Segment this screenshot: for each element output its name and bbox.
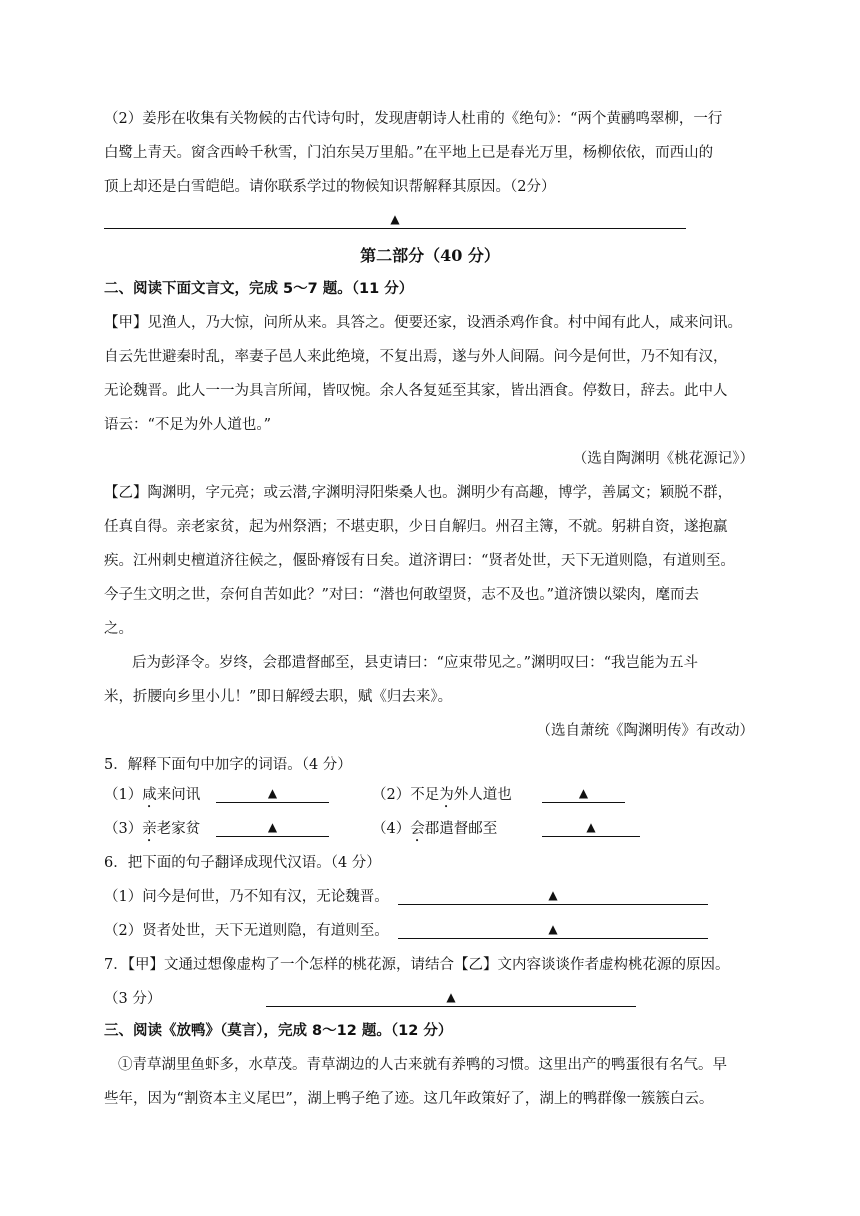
section3-p1-line-2: 些年，因为“割资本主义尾巴”，湖上鸭子绝了迹。这几年政策好了，湖上的鸭群像一簇簇白云。 bbox=[104, 1091, 714, 1107]
yi-para2-line-2: 米，折腰向乡里小儿！”即日解绶去职，赋《归去来》。 bbox=[104, 689, 453, 705]
q5-blank-3[interactable] bbox=[216, 818, 329, 837]
answer-mark-icon: ▲ bbox=[586, 820, 596, 834]
answer-mark-icon: ▲ bbox=[267, 786, 278, 800]
q2-line-3: 顶上却还是白雪皑皑。请你联系学过的物候知识帮解释其原因。（2分） bbox=[104, 179, 556, 195]
jia-line-2: 自云先世避秦时乱，率妻子邑人来此绝境，不复出焉，遂与外人间隔。问今是何世，乃不知有汉， bbox=[104, 349, 728, 365]
answer-mark-icon: ▲ bbox=[446, 990, 456, 1004]
yi-source: （选自萧统《陶渊明传》有改动） bbox=[536, 723, 754, 739]
section3-p1-line-1: ①青草湖里鱼虾多，水草茂。青草湖边的人古来就有养鸭的习惯。这里出产的鸭蛋很有名气。早 bbox=[118, 1057, 727, 1073]
section3-heading: 三、阅读《放鸭》（莫言），完成 8～12 题。（12 分） bbox=[104, 1023, 453, 1039]
jia-source: （选自陶渊明《桃花源记》） bbox=[572, 451, 754, 467]
q6-sentence-2: （2）贤者处世，天下无道则隐，有道则至。 bbox=[104, 923, 389, 939]
answer-mark-icon: ▲ bbox=[390, 212, 400, 226]
q7-line-2: （3 分） bbox=[104, 991, 162, 1007]
q2-answer-blank[interactable] bbox=[104, 210, 686, 229]
q6-blank-1[interactable] bbox=[398, 886, 708, 905]
q6-stem: 6．把下面的句子翻译成现代汉语。（4 分） bbox=[104, 855, 381, 871]
answer-mark-icon: ▲ bbox=[548, 922, 558, 936]
yi-line-1: 【乙】陶渊明，字元亮；或云潜,字渊明浔阳柴桑人也。渊明少有高趣，博学，善属文；颖脱不群， bbox=[104, 485, 733, 501]
yi-line-4: 今子生文明之世，奈何自苦如此？”对曰：“潜也何敢望贤，志不及也。”道济馈以粱肉，麾而去 bbox=[104, 587, 699, 603]
q6-sentence-1: （1）问今是何世，乃不知有汉，无论魏晋。 bbox=[104, 889, 389, 905]
q5-stem: 5．解释下面句中加字的词语。（4 分） bbox=[104, 757, 352, 773]
yi-line-5: 之。 bbox=[104, 621, 133, 637]
jia-line-3: 无论魏晋。此人一一为具言所闻，皆叹惋。余人各复延至其家，皆出酒食。停数日，辞去。此中人 bbox=[104, 383, 728, 399]
q7-blank[interactable] bbox=[266, 988, 636, 1007]
yi-line-3: 疾。江州刺史檀道济往候之，偃卧瘠馁有日矣。道济谓曰：“贤者处世，天下无道则隐，有道则至。 bbox=[104, 553, 735, 569]
q5-blank-2[interactable] bbox=[542, 784, 625, 803]
q5-item-1: （1）咸来问讯 bbox=[104, 787, 201, 803]
answer-mark-icon: ▲ bbox=[578, 786, 589, 800]
jia-line-1: 【甲】见渔人，乃大惊，问所从来。具答之。便要还家，设酒杀鸡作食。村中闻有此人，咸来问讯。 bbox=[104, 315, 742, 331]
q7-line-1: 7．【甲】文通过想像虚构了一个怎样的桃花源，请结合【乙】文内容谈谈作者虚构桃花源的原因。 bbox=[104, 957, 730, 973]
answer-mark-icon: ▲ bbox=[548, 888, 558, 902]
jia-line-4: 语云：“不足为外人道也。” bbox=[104, 417, 272, 433]
yi-line-2: 任真自得。亲老家贫，起为州祭酒；不堪吏职，少日自解归。州召主簿，不就。躬耕自资，遂抱羸 bbox=[104, 519, 728, 535]
q5-item-2: （2）不足为外人道也 bbox=[372, 787, 512, 803]
answer-mark-icon: ▲ bbox=[267, 820, 278, 834]
part2-title: 第二部分（40 分） bbox=[360, 246, 500, 265]
q5-item-3: （3）亲老家贫 bbox=[104, 821, 201, 837]
q5-item-4: （4）会郡遣督邮至 bbox=[372, 821, 498, 837]
q6-blank-2[interactable] bbox=[398, 920, 708, 939]
q2-line-2: 白鹭上青天。窗含西岭千秋雪，门泊东吴万里船。”在平地上已是春光万里，杨柳依依，而西山的 bbox=[104, 145, 714, 161]
q5-blank-1[interactable] bbox=[216, 784, 329, 803]
q2-line-1: （2）姜彤在收集有关物候的古代诗句时，发现唐朝诗人杜甫的《绝句》：“两个黄鹂鸣翠柳，一行 bbox=[104, 111, 723, 127]
q5-blank-4[interactable] bbox=[542, 818, 640, 837]
yi-para2-line-1: 后为彭泽令。岁终，会郡遣督邮至，县吏请曰：“应束带见之。”渊明叹曰：“我岂能为五斗 bbox=[132, 655, 698, 671]
section2-heading: 二、阅读下面文言文，完成 5～7 题。（11 分） bbox=[104, 281, 414, 297]
